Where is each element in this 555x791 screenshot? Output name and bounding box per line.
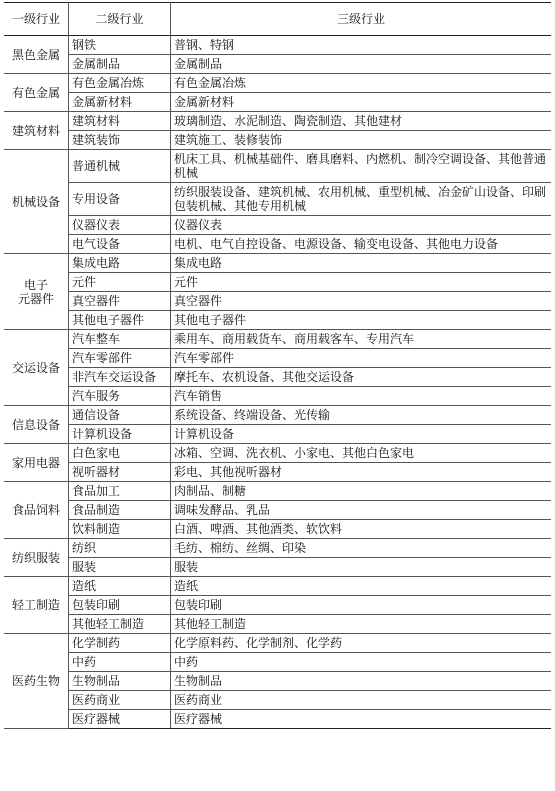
level3-cell: 医药商业 — [171, 691, 552, 710]
level3-cell: 包装印刷 — [171, 596, 552, 615]
level2-cell: 视听器材 — [69, 463, 171, 482]
table-row — [4, 558, 551, 577]
table-row — [4, 501, 551, 520]
table-header — [4, 3, 551, 36]
level3-cell: 医疗器械 — [171, 710, 552, 729]
table-row — [4, 112, 551, 131]
level3-cell: 中药 — [171, 653, 552, 672]
level3-cell: 彩电、其他视听器材 — [171, 463, 552, 482]
table-row — [4, 254, 551, 273]
table-row — [4, 273, 551, 292]
level2-cell: 医药商业 — [69, 691, 171, 710]
level2-cell: 其他电子器件 — [69, 311, 171, 330]
level2-cell: 医疗器械 — [69, 710, 171, 729]
level3-cell: 毛纺、棉纺、丝绸、印染 — [171, 539, 552, 558]
level2-cell: 中药 — [69, 653, 171, 672]
table-row — [4, 183, 551, 216]
level3-cell: 系统设备、终端设备、光传输 — [171, 406, 552, 425]
table-row — [4, 235, 551, 254]
level2-cell: 白色家电 — [69, 444, 171, 463]
table-row — [4, 55, 551, 74]
table-row — [4, 710, 551, 729]
level3-cell: 普钢、特钢 — [171, 36, 552, 55]
level2-cell: 真空器件 — [69, 292, 171, 311]
level2-cell: 金属新材料 — [69, 93, 171, 112]
level2-cell: 汽车服务 — [69, 387, 171, 406]
table-row — [4, 672, 551, 691]
level2-cell: 其他轻工制造 — [69, 615, 171, 634]
level3-cell: 元件 — [171, 273, 552, 292]
level3-cell: 汽车零部件 — [171, 349, 552, 368]
level2-cell: 金属制品 — [69, 55, 171, 74]
level3-cell: 肉制品、制糖 — [171, 482, 552, 501]
level3-cell: 造纸 — [171, 577, 552, 596]
level2-cell: 集成电路 — [69, 254, 171, 273]
level2-cell: 汽车整车 — [69, 330, 171, 349]
level3-cell: 仪器仪表 — [171, 216, 552, 235]
level3-cell: 生物制品 — [171, 672, 552, 691]
level3-cell: 冰箱、空调、洗衣机、小家电、其他白色家电 — [171, 444, 552, 463]
table-row — [4, 349, 551, 368]
table-row — [4, 292, 551, 311]
industry-classification-table — [4, 2, 551, 729]
table-row — [4, 634, 551, 653]
level3-cell: 乘用车、商用载货车、商用载客车、专用汽车 — [171, 330, 552, 349]
level3-cell: 有色金属冶炼 — [171, 74, 552, 93]
table-row — [4, 425, 551, 444]
level1-cell: 纺织服装 — [4, 539, 69, 577]
level2-cell: 化学制药 — [69, 634, 171, 653]
table-row — [4, 539, 551, 558]
header-level3: 三级行业 — [171, 3, 552, 36]
table-row — [4, 444, 551, 463]
table-row — [4, 311, 551, 330]
level3-cell: 集成电路 — [171, 254, 552, 273]
level2-cell: 建筑材料 — [69, 112, 171, 131]
header-level1: 一级行业 — [4, 3, 69, 36]
table-row — [4, 368, 551, 387]
level2-cell: 纺织 — [69, 539, 171, 558]
level3-cell: 纺织服装设备、建筑机械、农用机械、重型机械、冶金矿山设备、印刷包装机械、其他专用机械 — [171, 183, 552, 216]
level3-cell: 电机、电气自控设备、电源设备、输变电设备、其他电力设备 — [171, 235, 552, 254]
table-body — [4, 36, 551, 729]
table-row — [4, 577, 551, 596]
level2-cell: 服装 — [69, 558, 171, 577]
level2-cell: 非汽车交运设备 — [69, 368, 171, 387]
level2-cell: 钢铁 — [69, 36, 171, 55]
table-row — [4, 463, 551, 482]
table-row — [4, 216, 551, 235]
level1-cell: 家用电器 — [4, 444, 69, 482]
level3-cell: 化学原料药、化学制剂、化学药 — [171, 634, 552, 653]
level1-cell: 建筑材料 — [4, 112, 69, 150]
table-row — [4, 482, 551, 501]
level2-cell: 元件 — [69, 273, 171, 292]
level1-cell: 轻工制造 — [4, 577, 69, 634]
level3-cell: 白酒、啤酒、其他酒类、软饮料 — [171, 520, 552, 539]
level3-cell: 摩托车、农机设备、其他交运设备 — [171, 368, 552, 387]
table-row — [4, 131, 551, 150]
table-row — [4, 36, 551, 55]
level2-cell: 汽车零部件 — [69, 349, 171, 368]
table-row — [4, 330, 551, 349]
level2-cell: 有色金属冶炼 — [69, 74, 171, 93]
table-row — [4, 520, 551, 539]
level2-cell: 造纸 — [69, 577, 171, 596]
level3-cell: 真空器件 — [171, 292, 552, 311]
level2-cell: 专用设备 — [69, 183, 171, 216]
table-row — [4, 596, 551, 615]
table-row — [4, 74, 551, 93]
level2-cell: 仪器仪表 — [69, 216, 171, 235]
header-level2: 二级行业 — [69, 3, 171, 36]
table-row — [4, 93, 551, 112]
level3-cell: 金属新材料 — [171, 93, 552, 112]
level1-cell: 医药生物 — [4, 634, 69, 729]
level2-cell: 普通机械 — [69, 150, 171, 183]
level2-cell: 计算机设备 — [69, 425, 171, 444]
level3-cell: 计算机设备 — [171, 425, 552, 444]
level2-cell: 生物制品 — [69, 672, 171, 691]
level3-cell: 建筑施工、装修装饰 — [171, 131, 552, 150]
level2-cell: 食品制造 — [69, 501, 171, 520]
table-row — [4, 653, 551, 672]
level1-cell: 信息设备 — [4, 406, 69, 444]
level2-cell: 通信设备 — [69, 406, 171, 425]
level3-cell: 机床工具、机械基础件、磨具磨料、内燃机、制冷空调设备、其他普通机械 — [171, 150, 552, 183]
table-row — [4, 615, 551, 634]
level2-cell: 食品加工 — [69, 482, 171, 501]
level3-cell: 其他轻工制造 — [171, 615, 552, 634]
level2-cell: 包装印刷 — [69, 596, 171, 615]
level1-cell: 交运设备 — [4, 330, 69, 406]
level3-cell: 金属制品 — [171, 55, 552, 74]
table-row — [4, 406, 551, 425]
level1-cell: 机械设备 — [4, 150, 69, 254]
level1-cell: 黑色金属 — [4, 36, 69, 74]
level3-cell: 调味发酵品、乳品 — [171, 501, 552, 520]
level2-cell: 饮料制造 — [69, 520, 171, 539]
level1-cell: 电子 元器件 — [4, 254, 69, 330]
level2-cell: 建筑装饰 — [69, 131, 171, 150]
level1-cell: 有色金属 — [4, 74, 69, 112]
level3-cell: 汽车销售 — [171, 387, 552, 406]
level3-cell: 服装 — [171, 558, 552, 577]
table-row — [4, 387, 551, 406]
level3-cell: 玻璃制造、水泥制造、陶瓷制造、其他建材 — [171, 112, 552, 131]
table-row — [4, 150, 551, 183]
level2-cell: 电气设备 — [69, 235, 171, 254]
level3-cell: 其他电子器件 — [171, 311, 552, 330]
header-row — [4, 3, 551, 36]
table-row — [4, 691, 551, 710]
level1-cell: 食品饲料 — [4, 482, 69, 539]
